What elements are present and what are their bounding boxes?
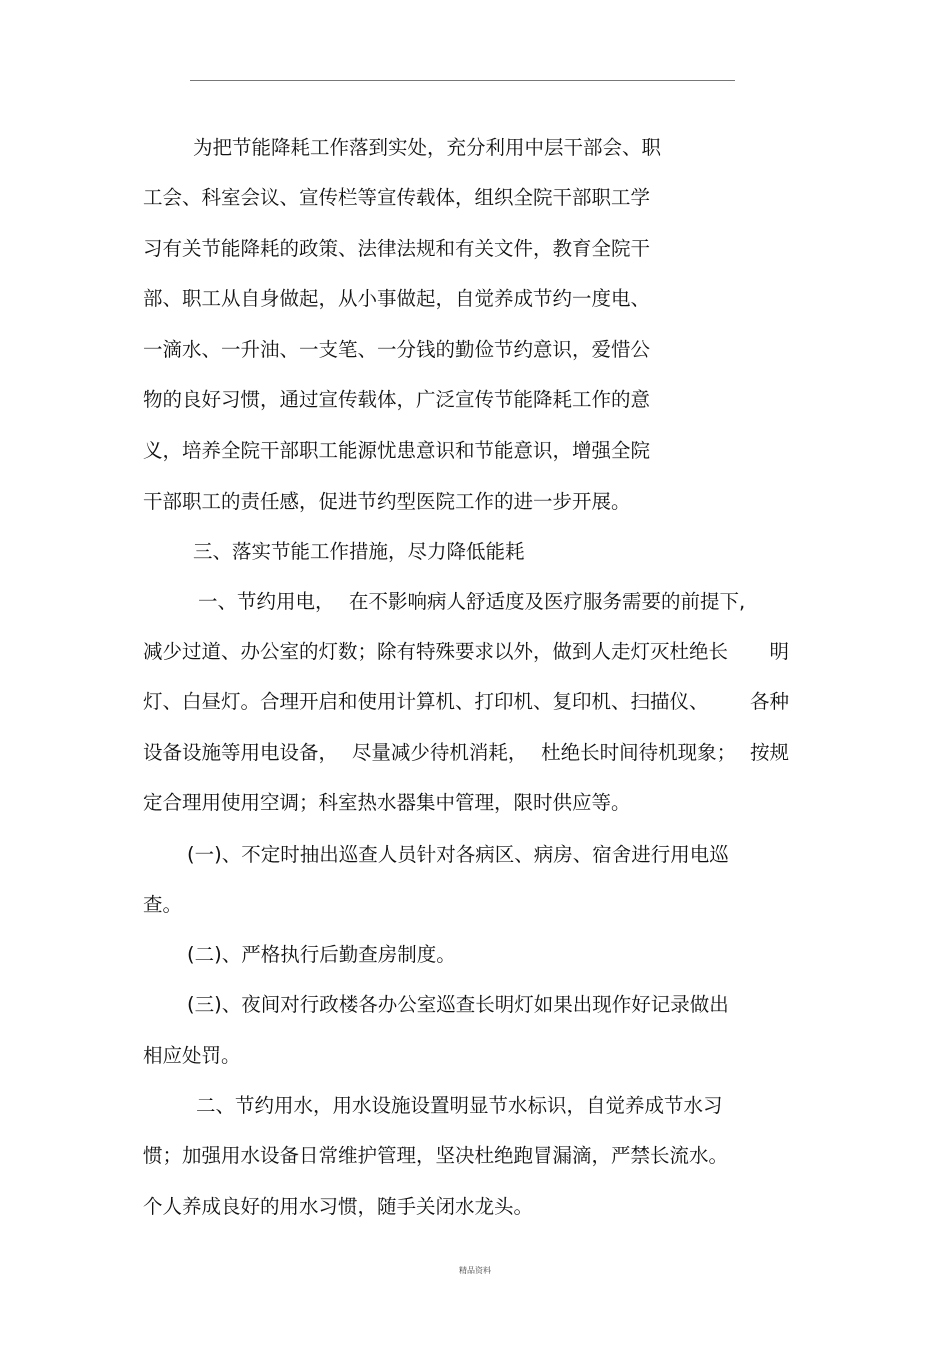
sub-item-1: (一)、不定时抽出巡查人员针对各病区、病房、宿舍进行用电巡 bbox=[187, 843, 729, 866]
paragraph-line: 工会、科室会议、宣传栏等宣传载体，组织全院干部职工学 bbox=[143, 186, 651, 209]
line-segment: 减少过道、办公室的灯数；除有特殊要求以外，做到人走灯灭杜绝长 bbox=[143, 640, 729, 663]
sub-item-2: (二)、严格执行后勤查房制度。 bbox=[187, 943, 456, 966]
paragraph-line: 查。 bbox=[143, 893, 183, 916]
paragraph-line: 在不影响病人舒适度及医疗服务需要的前提下, bbox=[349, 590, 746, 613]
paragraph-line: 个人养成良好的用水习惯，随手关闭水龙头。 bbox=[143, 1195, 534, 1218]
line-segment: 各种 bbox=[749, 690, 789, 713]
line-segment: 设备设施等用电设备， bbox=[143, 741, 339, 764]
section-heading: 三、落实节能工作措施，尽力降低能耗 bbox=[193, 540, 525, 563]
paragraph-line: 义，培养全院干部职工能源忧患意识和节能意识，增强全院 bbox=[143, 439, 651, 462]
line-segment: 尽量减少待机消耗， bbox=[351, 741, 528, 764]
line-segment: 明 bbox=[769, 640, 789, 663]
paragraph-line: 物的良好习惯，通过宣传载体，广泛宣传节能降耗工作的意 bbox=[143, 388, 651, 411]
paragraph-line: 部、职工从自身做起，从小事做起，自觉养成节约一度电、 bbox=[143, 287, 651, 310]
paragraph-line: 相应处罚。 bbox=[143, 1044, 241, 1067]
line-segment: 杜绝长时间待机现象； bbox=[541, 741, 737, 764]
line-segment: 灯、白昼灯。合理开启和使用计算机、打印机、复印机、扫描仪、 bbox=[143, 690, 709, 713]
justified-line bbox=[143, 690, 789, 714]
sub-item-3: (三)、夜间对行政楼各办公室巡查长明灯如果出现作好记录做出 bbox=[187, 993, 729, 1016]
paragraph-line: 定合理用使用空调；科室热水器集中管理，限时供应等。 bbox=[143, 791, 631, 814]
item-water-title: 二、节约用水，用水设施设置明显节水标识，自觉养成节水习 bbox=[196, 1094, 723, 1117]
footer-note: 精品资料 bbox=[459, 1266, 491, 1275]
paragraph-line: 一滴水、一升油、一支笔、一分钱的勤俭节约意识，爱惜公 bbox=[143, 338, 651, 361]
item-electricity-title: 一、节约用电， bbox=[198, 590, 335, 613]
paragraph-line: 干部职工的责任感，促进节约型医院工作的进一步开展。 bbox=[143, 490, 631, 513]
justified-line bbox=[143, 640, 789, 664]
paragraph-line: 习有关节能降耗的政策、法律法规和有关文件，教育全院干 bbox=[143, 237, 651, 260]
line-segment: 按规 bbox=[749, 741, 789, 764]
justified-line bbox=[143, 741, 789, 765]
header-rule bbox=[190, 80, 735, 81]
paragraph-line: 惯；加强用水设备日常维护管理，坚决杜绝跑冒漏滴，严禁长流水。 bbox=[143, 1144, 729, 1167]
paragraph-line: 为把节能降耗工作落到实处，充分利用中层干部会、职 bbox=[193, 136, 662, 159]
